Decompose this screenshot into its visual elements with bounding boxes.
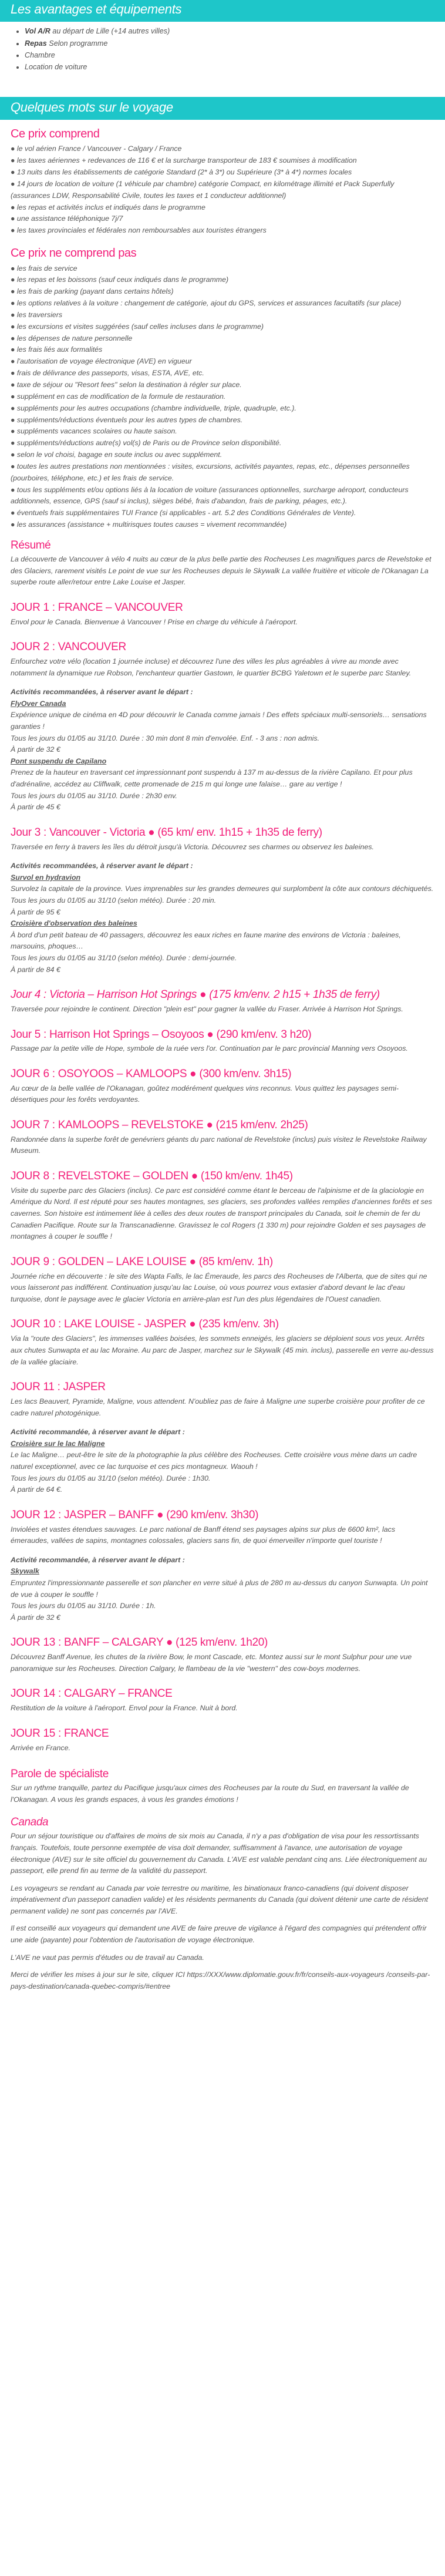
day-section: [11, 1318, 434, 1368]
day-text: Tous les jours du 01/05 au 31/10 (selon météo). Durée : demi-journée.: [11, 953, 237, 962]
day-title: JOUR 14 : CALGARY – FRANCE: [11, 1687, 173, 1700]
day-text: Le lac Maligne… peut-être le site de la photographie la plus célèbre des Rocheuses. Cette croisière vous mène dans un cadre naturel exceptionnel, avec ce lac turquoise et ces pics montagneux. Waouh !: [11, 1451, 417, 1471]
day-text: Découvrez Banff Avenue, les chutes de la rivière Bow, le mont Cascade, etc. Montez aussi sur le mont Sulphur pour une vue panoramique sur les Rocheuses. Direction Calgary, le flambeau de la vie "western" des cow-boys modernes.: [11, 1653, 412, 1673]
day-text: Tous les jours du 01/05 au 31/10 (selon météo). Durée : 1h30.: [11, 1474, 211, 1482]
day-section: [11, 1636, 434, 1674]
day-section: [11, 1381, 434, 1496]
activity-name: Survol en hydravion: [11, 873, 81, 882]
excluded-item: ● les dépenses de nature personnelle: [11, 334, 133, 342]
advantage-item-text: Location de voiture: [25, 63, 87, 72]
content: [0, 126, 445, 2006]
day-section: [11, 641, 434, 813]
advantage-item-text: Chambre: [25, 51, 55, 60]
day-title: JOUR 11 : JASPER: [11, 1381, 106, 1394]
spacer: [11, 1419, 434, 1427]
day-text: Traversée pour rejoindre le continent. Direction "plein est" pour gagner la vallée du Fraser. Arrivée à Harrison Hot Springs.: [11, 1004, 403, 1013]
advantages-header: [0, 0, 445, 22]
activities-heading: Activité recommandée, à réserver avant le départ :: [11, 1555, 185, 1564]
day-title: JOUR 9 : GOLDEN – LAKE LOUISE ● (85 km/env. 1h): [11, 1255, 273, 1268]
included-item: ● les taxes provinciales et fédérales non remboursables aux touristes étrangers: [11, 226, 267, 235]
included-item: ● 14 jours de location de voiture (1 véhicule par chambre) catégorie Compact, en kilométrage illimité et Pack Superfully (assurances LDW, Responsabilité Civile, toutes les taxes et 1 conducteur additionnel): [11, 179, 395, 200]
advantage-item-bold: Vol A/R: [25, 27, 50, 36]
day-text: Expérience unique de cinéma en 4D pour découvrir le Canada comme jamais ! Des effets spéciaux multi-sensoriels… sensations garanties !: [11, 711, 427, 731]
canada-paragraph: L'AVE ne vaut pas permis d'études ou de travail au Canada.: [11, 1953, 204, 1962]
day-title: JOUR 7 : KAMLOOPS – REVELSTOKE ● (215 km/env. 2h25): [11, 1119, 308, 1131]
advantage-item: [25, 49, 445, 61]
day-text: Journée riche en découverte : le site des Wapta Falls, le lac Émeraude, les parcs des Rocheuses de l'Alberta, que de sites qui ne vous laisseront pas indifférent. Continuation jusqu'au lac Louise, où vous pourrez vous extasier d'abord devant le lac d'eau turquoise, dont le paysage avec le glacier Victoria en arrière-plan est l'un des plus légendaires de l'Ouest canadien.: [11, 1272, 427, 1303]
day-text: À partir de 32 €: [11, 1613, 60, 1622]
canada-paragraph: Pour un séjour touristique ou d'affaires de moins de six mois au Canada, il n'y a pas d'obligation de visa pour les ressortissants français. Toutefois, toute personne exemptée de visa doit demander, suffisamment à l'avance, une autorisation de voyage électronique (AVE) sur le site officiel du gouvernement du Canada. L'AVE est valable pendant cinq ans. Liée électroniquement au passeport, elle prend fin au terme de la validité du passeport.: [11, 1832, 427, 1875]
day-text: Traversée en ferry à travers les îles du détroit jusqu'à Victoria. Découvrez ses charmes ou observez les baleines.: [11, 842, 374, 851]
day-section: [11, 988, 434, 1015]
about-title: Quelques mots sur le voyage: [11, 99, 173, 115]
canada-paragraph: Il est conseillé aux voyageurs qui demandent une AVE de faire preuve de vigilance à l'égard des compagnies qui prétendent offrir une aide (payante) pour l'obtention de l'autorisation de voyage électronique.: [11, 1924, 427, 1945]
specialist-title: Parole de spécialiste: [11, 1768, 109, 1781]
spacer: [11, 853, 434, 860]
day-text: Survolez la capitale de la province. Vues imprenables sur les grandes demeures qui surplombent la côte aux contours déchiquetés.: [11, 885, 434, 893]
activity-name: Pont suspendu de Capilano: [11, 756, 107, 765]
excluded-item: ● les traversiers: [11, 310, 63, 319]
canada-paragraph: Merci de vérifier les mises à jour sur le site, cliquer ICI https://XXX/www.diplomatie.gouv.fr/fr/conseils-aux-voyageurs /conseils-par-pays-destination/canada-quebec-compris/#entree: [11, 1970, 430, 1990]
day-text: Les lacs Beauvert, Pyramide, Maligne, vous attendent. N'oubliez pas de faire à Maligne une superbe croisière pour profiter de ce cadre naturel photogénique.: [11, 1397, 425, 1417]
activity-name: Skywalk: [11, 1567, 39, 1576]
about-header: [0, 97, 445, 120]
included-item: ● 13 nuits dans les établissements de catégorie Standard (2* à 3*) ou Supérieure (3* à 4*) normes locales: [11, 168, 352, 177]
day-text: Tous les jours du 01/05 au 31/10 (selon météo). Durée : 20 min.: [11, 896, 217, 904]
day-text: Envol pour le Canada. Bienvenue à Vancouver ! Prise en charge du véhicule à l'aéroport.: [11, 617, 298, 626]
day-text: Restitution de la voiture à l'aéroport. Envol pour la France. Nuit à bord.: [11, 1704, 238, 1713]
day-text: Via la "route des Glaciers", les immenses vallées boisées, les sommets enneigés, les glaciers se déploient sous vos yeux. Arrêts aux chutes Sunwapta et au lac Moraine. Au parc de Jasper, marchez sur le Skywalk (45 min. inclus), passerelle en verre au-dessus de la vallée glaciaire.: [11, 1334, 434, 1366]
day-text: À partir de 45 €: [11, 803, 60, 812]
day-title: Jour 5 : Harrison Hot Springs – Osoyoos ● (290 km/env. 3 h20): [11, 1028, 312, 1041]
excluded-item: ● les frais liés aux formalités: [11, 345, 103, 354]
day-title: JOUR 15 : FRANCE: [11, 1727, 109, 1740]
day-text: À partir de 95 €: [11, 907, 60, 916]
spacer: [11, 679, 434, 687]
advantage-item-text: au départ de Lille (+14 autres villes): [50, 27, 170, 36]
day-title: Jour 4 : Victoria – Harrison Hot Springs ● (175 km/env. 2 h15 + 1h35 de ferry): [11, 988, 380, 1001]
day-title: JOUR 1 : FRANCE – VANCOUVER: [11, 601, 183, 614]
excluded-item: ● les repas et les boissons (sauf ceux indiqués dans le programme): [11, 275, 229, 284]
activity-name: FlyOver Canada: [11, 699, 66, 708]
activities-heading: Activités recommandées, à réserver avant le départ :: [11, 688, 193, 697]
specialist-text: Sur un rythme tranquille, partez du Pacifique jusqu'aux cimes des Rocheuses par la route du Sud, en traversant la vallée de l'Okanagan. A vous les grands espaces, à vous les grandes émotions !: [11, 1784, 409, 1804]
excluded-item: ● suppléments/réductions autre(s) vol(s) de Paris ou de Province selon disponibilité.: [11, 439, 282, 448]
excluded-item: ● toutes les autres prestations non mentionnées : visites, excursions, activités payantes, repas, etc., dépenses personnelles (pourboires, téléphone, etc.) et les frais de service.: [11, 462, 410, 482]
included-item: ● les taxes aériennes + redevances de 116 € et la surcharge transporteur de 183 € soumises à modification: [11, 156, 357, 165]
day-title: JOUR 8 : REVELSTOKE – GOLDEN ● (150 km/env. 1h45): [11, 1170, 293, 1183]
summary-text: La découverte de Vancouver à vélo 4 nuits au cœur de la plus belle partie des Rocheuses Les magnifiques parcs de Revelstoke et des Glaciers, rarement visités Le point de vue sur les Rocheuses depuis le Skywalk La vallée fruitière et viticole de l'Okanagan La superbe route aller/retour entre Lake Louise et Jasper.: [11, 554, 431, 587]
excluded-item: ● taxe de séjour ou "Resort fees" selon la destination à régler sur place.: [11, 381, 242, 389]
day-title: JOUR 6 : OSOYOOS – KAMLOOPS ● (300 km/env. 3h15): [11, 1067, 292, 1080]
excluded-item: ● supplément en cas de modification de la formule de restauration.: [11, 392, 226, 401]
day-text: Au cœur de la belle vallée de l'Okanagan, goûtez modérément quelques vins reconnus. Vous quittez les paysages semi-désertiques pour les forêts verdoyantes.: [11, 1084, 399, 1104]
activities-heading: Activité recommandée, à réserver avant le départ :: [11, 1428, 185, 1437]
advantages-title: Les avantages et équipements: [11, 2, 182, 16]
day-text: Randonnée dans la superbe forêt de genévriers géants du parc national de Revelstoke (inclus) puis visitez le Revelstoke Railway Museum.: [11, 1135, 427, 1155]
day-section: [11, 1119, 434, 1157]
canada-title: Canada: [11, 1816, 49, 1829]
excluded-item: ● les excursions et visites suggérées (sauf celles incluses dans le programme): [11, 322, 264, 331]
day-section: [11, 1068, 434, 1106]
activity-name: Croisière sur le lac Maligne: [11, 1439, 105, 1448]
canada-paragraph: Les voyageurs se rendant au Canada par voie terrestre ou maritime, les binationaux franco-canadiens (qui doivent disposer impérativement d'un passeport canadien valide) et les résidents permanents du Canada (qui doivent détenir une carte de résident permanent valide) ne sont pas concernés par l'AVE.: [11, 1884, 429, 1915]
excluded-item: ● suppléments/réductions éventuels pour les autres types de chambres.: [11, 415, 243, 424]
included-item: ● une assistance téléphonique 7j/7: [11, 214, 123, 223]
activity-name: Croisière d'observation des baleines: [11, 919, 137, 928]
day-title: JOUR 2 : VANCOUVER: [11, 641, 126, 654]
day-section: [11, 1256, 434, 1306]
excluded-item: ● tous les suppléments et/ou options liés à la location de voiture (assurances optionnelles, surcharge aéroport, conducteurs additionnels, essence, GPS (sauf si inclus), sièges bébé, frais d'abandon, frais de parking, péages, etc.).: [11, 485, 409, 506]
excluded-item: ● suppléments vacances scolaires ou haute saison.: [11, 427, 177, 436]
activities-heading: Activités recommandées, à réserver avant le départ :: [11, 862, 193, 870]
day-section: [11, 1727, 434, 1754]
day-text: À partir de 32 €: [11, 745, 60, 754]
day-text: Prenez de la hauteur en traversant cet impressionnant pont suspendu à 137 m au-dessus de la rivière Capilano. Et pour plus d'adrénaline, accédez au Cliffwalk, cette promenade de 215 m qui longe une falaise… gare au vertige !: [11, 768, 413, 788]
excluded-item: ● selon le vol choisi, bagage en soute inclus ou avec supplément.: [11, 450, 222, 459]
day-text: Passage par la petite ville de Hope, symbole de la ruée vers l'or. Continuation par le parc provincial Manning vers Osoyoos.: [11, 1044, 408, 1053]
included-item: ● les repas et activités inclus et indiqués dans le programme: [11, 203, 205, 211]
day-text: Tous les jours du 01/05 au 31/10. Durée : 1h.: [11, 1602, 156, 1610]
excluded-item: ● les options relatives à la voiture : changement de catégorie, ajout du GPS, services et assurances facultatifs (sur place): [11, 299, 402, 308]
day-text: Enfourchez votre vélo (location 1 journée incluse) et découvrez l'une des villes les plus agréables à vivre au monde avec notamment la dynamique rue Robson, l'enchanteur quartier Gastown, le quartier BCBG Yaletown et le superbe parc Stanley.: [11, 657, 412, 677]
day-text: Arrivée en France.: [11, 1743, 70, 1752]
excluded-item: ● les assurances (assistance + multirisques toutes causes = vivement recommandée): [11, 520, 287, 529]
advantage-item-text: Selon programme: [46, 39, 108, 48]
day-section: [11, 601, 434, 628]
day-section: [11, 1028, 434, 1055]
excluded-item: ● éventuels frais supplémentaires TUI France (si applicables - art. 5.2 des Conditions Générales de Vente).: [11, 509, 356, 517]
advantage-item-bold: Repas: [25, 39, 47, 48]
day-text: À bord d'un petit bateau de 40 passagers, découvrez les eaux riches en faune marine des environs de Victoria : baleines, marsouins, phoques…: [11, 930, 401, 951]
day-section: [11, 1509, 434, 1624]
excluded-title: Ce prix ne comprend pas: [11, 247, 137, 260]
day-title: JOUR 12 : JASPER – BANFF ● (290 km/env. 3h30): [11, 1508, 259, 1521]
day-title: Jour 3 : Vancouver - Victoria ● (65 km/ env. 1h15 + 1h35 de ferry): [11, 826, 322, 839]
day-text: Tous les jours du 01/05 au 31/10. Durée : 30 min dont 8 min d'envolée. Enf. - 3 ans : non admis.: [11, 734, 320, 742]
excluded-list: [11, 263, 434, 531]
advantage-item: [25, 25, 445, 37]
advantage-item: [25, 61, 445, 73]
summary-title: Résumé: [11, 539, 51, 551]
day-title: JOUR 10 : LAKE LOUISE - JASPER ● (235 km/env. 3h): [11, 1318, 279, 1331]
excluded-item: ● l'autorisation de voyage électronique (AVE) en vigueur: [11, 357, 192, 366]
excluded-item: ● les frais de service: [11, 264, 77, 273]
advantages-list: [0, 25, 445, 73]
included-list: [11, 143, 434, 237]
day-title: JOUR 13 : BANFF – CALGARY ● (125 km/env. 1h20): [11, 1636, 268, 1649]
included-item: ● le vol aérien France / Vancouver - Calgary / France: [11, 144, 182, 153]
day-text: À partir de 84 €: [11, 965, 60, 974]
day-text: À partir de 64 €.: [11, 1485, 63, 1494]
itinerary: [11, 601, 434, 1754]
day-text: Tous les jours du 01/05 au 31/10. Durée : 2h30 env.: [11, 791, 177, 800]
spacer: [11, 1547, 434, 1555]
excluded-item: ● frais de délivrance des passeports, visas, ESTA, AVE, etc.: [11, 369, 204, 378]
advantage-item: [25, 38, 445, 49]
day-section: [11, 1170, 434, 1243]
day-section: [11, 1687, 434, 1714]
day-text: Inviolées et vastes étendues sauvages. Le parc national de Banff étend ses paysages alpins sur plus de 6600 km², lacs émeraudes, vallées de sapins, montagnes colossales, glaciers sans fin, de quoi émerveiller n'importe quel touriste !: [11, 1525, 396, 1545]
included-title: Ce prix comprend: [11, 127, 100, 141]
excluded-item: ● suppléments pour les autres occupations (chambre individuelle, triple, quadruple, etc.).: [11, 403, 296, 412]
day-text: Visite du superbe parc des Glaciers (inclus). Ce parc est considéré comme étant le berceau de l'alpinisme et de la glaciologie en Amérique du Nord. Il est réputé pour ses hautes montagnes, ses glaciers, ses profondes vallées remplies d'anciennes forêts et ses cavernes. Son histoire est intimement liée à celles des deux routes de transport principales du Canada, soit le chemin de fer du Canadien Pacifique. Route sur la Transcanadienne. Gravissez le col Rogers (1 330 m) pour rejoindre Golden et ses paysages de montagnes à couper le souffle !: [11, 1186, 432, 1241]
excluded-item: ● les frais de parking (payant dans certains hôtels): [11, 287, 174, 296]
day-section: [11, 826, 434, 976]
canada-info: [11, 1831, 434, 1992]
day-text: Empruntez l'impressionnante passerelle et son plancher en verre situé à plus de 280 m au-dessus du canyon Sunwapta. Un point de vue à couper le souffle !: [11, 1578, 428, 1599]
